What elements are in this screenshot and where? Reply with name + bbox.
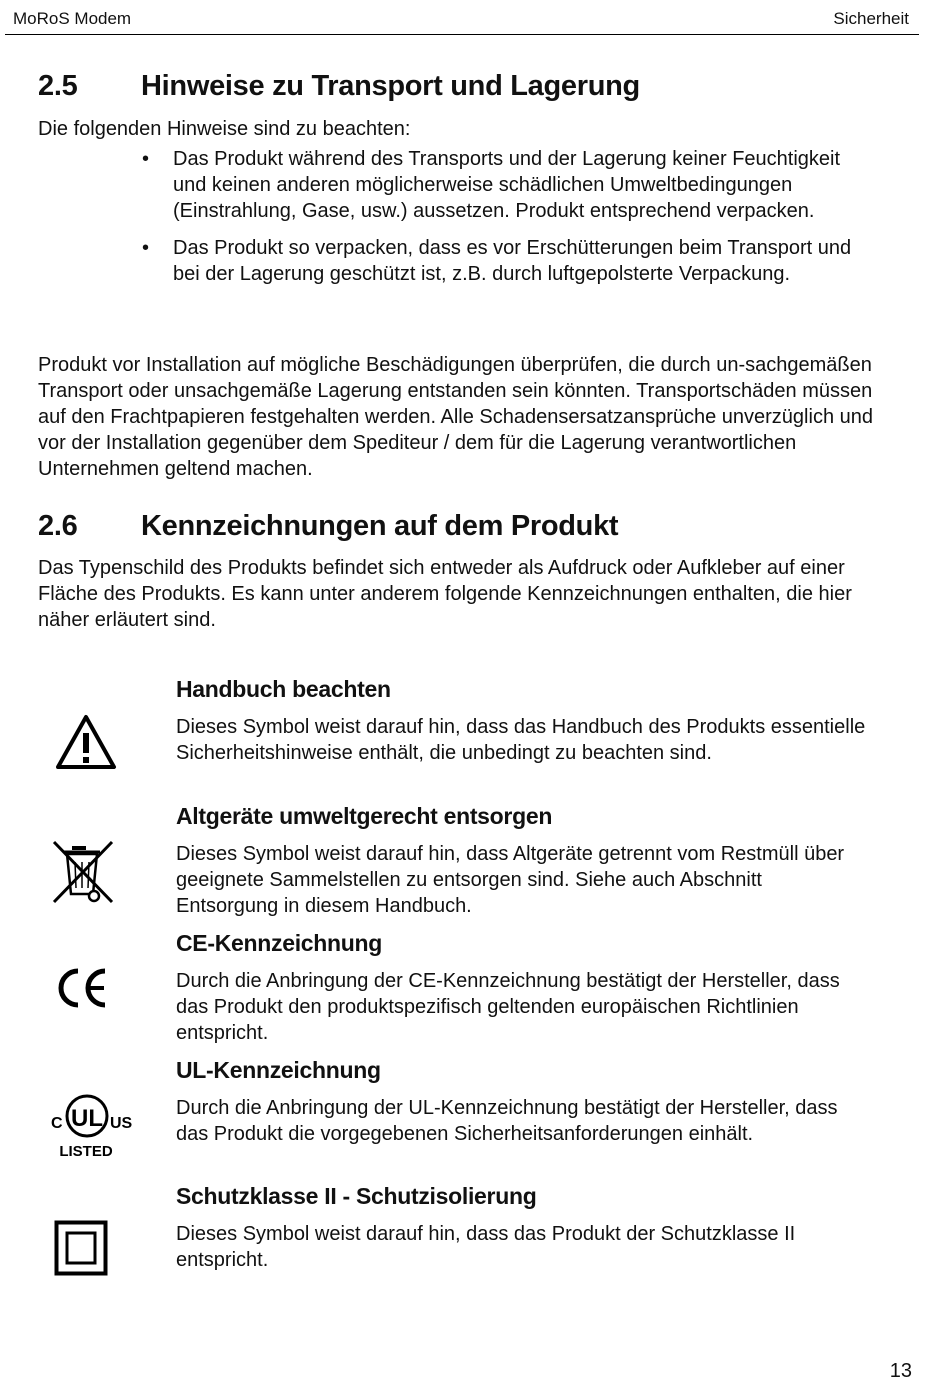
svg-text:LISTED: LISTED [59, 1143, 113, 1160]
bullet-icon: • [142, 237, 150, 259]
ul-listed-icon [48, 1090, 134, 1167]
svg-text:UL: UL [71, 1105, 103, 1132]
section-body-paragraph: Produkt vor Installation auf mögliche Beschädigungen überprüfen, die durch un-sachgemäßen Transport oder unsachgemäße Lagerung entstanden sein könnten. Transportschäden müssen auf den Frachtpapieren festgehalten werden. Alle Schadensersatzansprüche unverzüglich und vor der Installation gegenüber dem Spediteur / dem für die Lagerung verantwortlichen Unternehmen geltend machen. [38, 354, 873, 480]
marking-description: Durch die Anbringung der UL-Kennzeichnung bestätigt der Hersteller, dass das Produkt die vorgegebenen Sicherheitsanforderungen einhält. [176, 1097, 838, 1145]
protection-class-2-icon [54, 1220, 108, 1281]
section-title: Kennzeichnungen auf dem Produkt [141, 510, 619, 542]
header-divider [5, 34, 919, 35]
marking-description: Dieses Symbol weist darauf hin, dass das Produkt der Schutzklasse II entspricht. [176, 1223, 796, 1271]
svg-text:C: C [51, 1115, 63, 1132]
marking-title: CE-Kennzeichnung [176, 930, 383, 956]
bullet-icon: • [142, 148, 150, 170]
section-heading-2-6 [38, 510, 618, 543]
warning-triangle-icon [54, 713, 118, 776]
marking-description: Dieses Symbol weist darauf hin, dass Altgeräte getrennt vom Restmüll über geeignete Sammelstellen zu entsorgen sind. Siehe auch Abschnitt Entsorgung in diesem Handbuch. [176, 843, 845, 917]
marking-title: UL-Kennzeichnung [176, 1057, 381, 1083]
marking-title: Altgeräte umweltgerecht entsorgen [176, 803, 553, 829]
marking-title: Handbuch beachten [176, 676, 391, 702]
crossed-bin-icon [52, 838, 114, 911]
section-number: 2.5 [38, 70, 78, 102]
section-intro: Das Typenschild des Produkts befindet sich entweder als Aufdruck oder Aufkleber auf einer Fläche des Produkts. Es kann unter anderem folgende Kennzeichnungen enthalten, die hier näher erläutert sind. [38, 557, 852, 631]
running-header-title: MoRoS Modem [13, 9, 132, 28]
list-item-text: Das Produkt so verpacken, dass es vor Erschütterungen beim Transport und bei der Lagerung geschützt ist, z.B. durch luftgepolsterte Verpackung. [173, 237, 852, 285]
svg-text:US: US [110, 1115, 133, 1132]
list-item [140, 146, 860, 224]
bullet-list [140, 146, 860, 298]
running-header-chapter: Sicherheit [833, 9, 909, 28]
marking-description: Durch die Anbringung der CE-Kennzeichnung bestätigt der Hersteller, dass das Produkt den produktspezifisch geltenden europäischen Richtlinien entspricht. [176, 970, 840, 1044]
section-intro: Die folgenden Hinweise sind zu beachten: [38, 118, 411, 140]
section-title: Hinweise zu Transport und Lagerung [141, 70, 640, 102]
ce-mark-icon [54, 966, 110, 1015]
list-item [140, 235, 860, 287]
section-heading-2-5 [38, 70, 640, 103]
section-number: 2.6 [38, 510, 78, 542]
page-number: 13 [889, 1360, 912, 1382]
marking-title: Schutzklasse II - Schutzisolierung [176, 1183, 537, 1209]
list-item-text: Das Produkt während des Transports und der Lagerung keiner Feuchtigkeit und keinen anderen möglicherweise schädlichen Umweltbedingungen (Einstrahlung, Gase, usw.) aussetzen. Produkt entsprechend verpacken. [173, 148, 841, 222]
marking-description: Dieses Symbol weist darauf hin, dass das Handbuch des Produkts essentielle Sicherheitshinweise enthält, die unbedingt zu beachten sind. [176, 716, 866, 764]
